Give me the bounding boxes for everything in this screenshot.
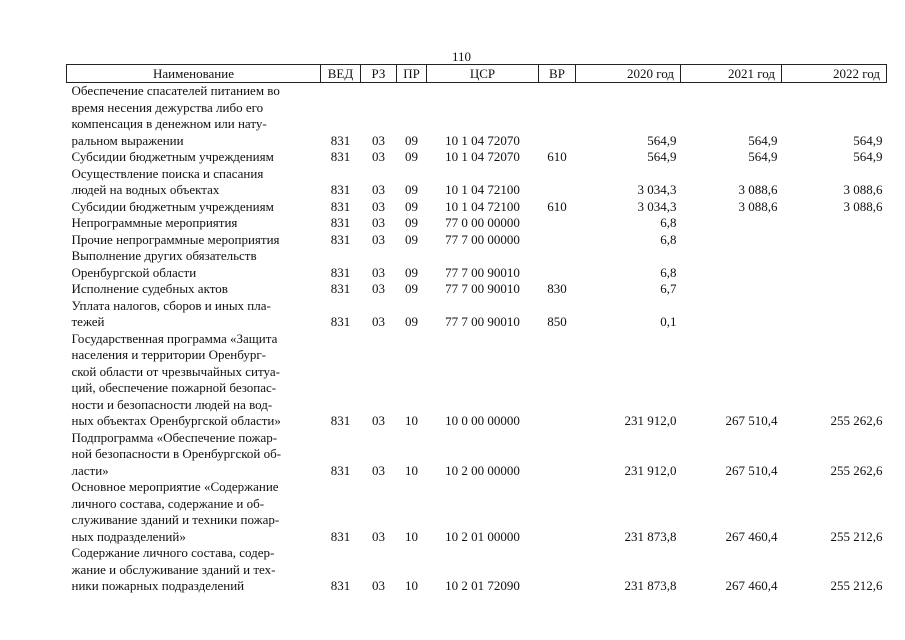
cell-2020: 231 912,0	[624, 462, 677, 478]
cell-2021: 267 460,4	[725, 578, 778, 593]
cell-2022: 255 262,6	[830, 462, 883, 478]
row-name	[67, 232, 321, 249]
cell-pr: 09	[405, 132, 418, 148]
cell-2020: 231 873,8	[624, 578, 677, 593]
cell-2020: 6,8	[660, 231, 677, 247]
cell-csr: 77 0 00 00000	[445, 215, 520, 230]
table-row	[67, 479, 887, 545]
table-row	[67, 166, 887, 199]
cell-rz: 03	[372, 578, 385, 593]
cell-2022: 255 212,6	[830, 578, 883, 593]
cell-ved: 831	[330, 182, 351, 197]
cell-vr	[539, 166, 576, 199]
cell-2020: 6,8	[660, 264, 677, 280]
cell-2022: 564,9	[853, 149, 883, 164]
cell-pr: 09	[405, 264, 418, 280]
row-name	[67, 248, 321, 281]
row-name-line: служивание зданий и техники пожар-	[71, 512, 280, 527]
cell-pr: 09	[405, 314, 418, 329]
cell-vr: 610	[547, 149, 567, 164]
cell-rz: 03	[372, 413, 385, 428]
cell-csr: 10 2 00 00000	[445, 462, 520, 478]
cell-csr: 10 1 04 72070	[445, 132, 520, 148]
row-name-line: Исполнение судебных актов	[71, 281, 228, 296]
cell-2021: 267 510,4	[725, 413, 778, 428]
table-row	[67, 545, 887, 595]
cell-2022: 255 212,6	[830, 528, 883, 544]
cell-pr: 09	[405, 149, 418, 164]
row-name-line: Субсидии бюджетным учреждениям	[71, 198, 274, 214]
col-header-2022: 2022 год	[782, 65, 887, 83]
row-name	[67, 479, 321, 545]
cell-2020: 3 034,3	[637, 182, 677, 197]
cell-pr: 09	[405, 281, 418, 296]
cell-csr: 10 1 04 72100	[445, 182, 520, 197]
cell-ved: 831	[330, 132, 351, 148]
row-name-line: Осуществление поиска и спасания	[71, 165, 264, 181]
row-name-line: ций, обеспечение пожарной безопас-	[71, 380, 277, 395]
cell-2021	[681, 232, 782, 249]
cell-vr	[539, 479, 576, 545]
cell-vr: 850	[547, 314, 567, 329]
cell-ved: 831	[330, 462, 351, 478]
row-name-line: населения и территории Оренбург-	[71, 347, 267, 362]
cell-rz: 03	[372, 198, 385, 214]
table-row	[67, 149, 887, 166]
row-name	[67, 281, 321, 298]
row-name-line: ники пожарных подразделений	[71, 578, 245, 593]
row-name	[67, 166, 321, 199]
cell-2021	[681, 248, 782, 281]
row-name-line: Государственная программа «Защита	[71, 330, 278, 346]
row-name-line: ральном выражении	[71, 132, 184, 148]
col-header-rz: РЗ	[361, 65, 397, 83]
row-name	[67, 83, 321, 150]
row-name	[67, 430, 321, 480]
cell-ved: 831	[330, 264, 351, 280]
row-name-line: тежей	[71, 314, 105, 329]
table-row	[67, 298, 887, 331]
cell-vr	[539, 331, 576, 430]
cell-ved: 831	[330, 413, 351, 428]
table-row	[67, 232, 887, 249]
cell-ved: 831	[330, 198, 351, 214]
cell-csr: 77 7 00 90010	[445, 314, 520, 329]
cell-2021: 267 510,4	[725, 462, 778, 478]
row-name-line: Обеспечение спасателей питанием во	[71, 83, 280, 98]
cell-pr: 09	[405, 198, 418, 214]
row-name-line: ласти»	[71, 462, 109, 478]
cell-2022	[782, 298, 887, 331]
cell-ved: 831	[330, 578, 351, 593]
cell-ved: 831	[330, 281, 351, 296]
cell-2021: 564,9	[748, 149, 778, 164]
cell-pr: 10	[405, 578, 418, 593]
cell-2020: 564,9	[647, 149, 677, 164]
cell-vr	[539, 83, 576, 150]
cell-rz: 03	[372, 528, 385, 544]
row-name	[67, 215, 321, 232]
cell-2020: 231 873,8	[624, 528, 677, 544]
cell-vr	[539, 232, 576, 249]
cell-csr: 77 7 00 00000	[445, 231, 520, 247]
row-name-line: ности и безопасности людей на вод-	[71, 396, 273, 412]
cell-2022: 3 088,6	[843, 198, 883, 214]
cell-ved: 831	[330, 314, 351, 329]
cell-2021: 3 088,6	[738, 198, 778, 214]
cell-2020: 6,8	[660, 215, 677, 230]
cell-2021	[681, 281, 782, 298]
row-name	[67, 199, 321, 216]
cell-pr: 10	[405, 462, 418, 478]
cell-csr: 77 7 00 90010	[445, 264, 520, 280]
cell-rz: 03	[372, 215, 385, 230]
cell-ved: 831	[330, 231, 351, 247]
row-name-line: личного состава, содержание и об-	[71, 495, 265, 511]
cell-rz: 03	[372, 182, 385, 197]
col-header-2020: 2020 год	[576, 65, 681, 83]
cell-csr: 10 1 04 72100	[445, 198, 520, 214]
row-name-line: Оренбургской области	[71, 264, 197, 280]
cell-rz: 03	[372, 281, 385, 296]
cell-2022: 255 262,6	[830, 413, 883, 428]
table-row	[67, 199, 887, 216]
cell-pr: 09	[405, 231, 418, 247]
row-name-line: людей на водных объектах	[71, 182, 220, 197]
cell-rz: 03	[372, 132, 385, 148]
cell-rz: 03	[372, 264, 385, 280]
cell-2020: 231 912,0	[624, 413, 677, 428]
cell-2021: 267 460,4	[725, 528, 778, 544]
cell-ved: 831	[330, 528, 351, 544]
row-name-line: ной безопасности в Оренбургской об-	[71, 446, 282, 461]
row-name-line: время несения дежурства либо его	[71, 99, 264, 115]
cell-2020: 564,9	[647, 132, 677, 148]
row-name-line: Прочие непрограммные мероприятия	[71, 231, 280, 247]
row-name-line: Уплата налогов, сборов и иных пла-	[71, 297, 271, 313]
row-name-line: Основное мероприятие «Содержание	[71, 479, 279, 494]
cell-rz: 03	[372, 462, 385, 478]
cell-ved: 831	[330, 215, 351, 230]
row-name-line: Субсидии бюджетным учреждениям	[71, 149, 274, 164]
row-name-line: ской области от чрезвычайных ситуа-	[71, 363, 280, 379]
cell-2022	[782, 215, 887, 232]
row-name-line: ных объектах Оренбургской области»	[71, 413, 281, 428]
row-name	[67, 331, 321, 430]
row-name-line: Выполнение других обязательств	[71, 248, 257, 263]
table-body	[67, 83, 887, 595]
cell-vr	[539, 545, 576, 595]
cell-2021: 564,9	[748, 132, 778, 148]
col-header-ved: ВЕД	[321, 65, 361, 83]
cell-2021	[681, 298, 782, 331]
row-name	[67, 149, 321, 166]
row-name-line: Содержание личного состава, содер-	[71, 545, 275, 560]
table-row	[67, 215, 887, 232]
col-header-2021: 2021 год	[681, 65, 782, 83]
col-header-pr: ПР	[397, 65, 427, 83]
col-header-vr: ВР	[539, 65, 576, 83]
row-name-line: Подпрограмма «Обеспечение пожар-	[71, 429, 278, 445]
row-name	[67, 545, 321, 595]
cell-csr: 10 0 00 00000	[445, 413, 520, 428]
cell-rz: 03	[372, 231, 385, 247]
cell-csr: 10 2 01 72090	[445, 578, 520, 593]
cell-vr: 610	[547, 198, 567, 214]
page-number: 110	[452, 49, 472, 64]
cell-csr: 10 1 04 72070	[445, 149, 520, 164]
cell-vr: 830	[547, 281, 567, 296]
row-name-line: жание и обслуживание зданий и тех-	[71, 561, 276, 577]
cell-vr	[539, 430, 576, 480]
cell-2022	[782, 248, 887, 281]
row-name-line: ных подразделений»	[71, 528, 186, 544]
cell-2021: 3 088,6	[738, 182, 778, 197]
cell-2020: 6,7	[660, 281, 677, 296]
cell-csr: 10 2 01 00000	[445, 528, 520, 544]
col-header-name: Наименование	[67, 65, 321, 83]
cell-pr: 09	[405, 215, 418, 230]
cell-pr: 10	[405, 528, 418, 544]
table-row	[67, 430, 887, 480]
table-row	[67, 331, 887, 430]
table-row	[67, 83, 887, 150]
cell-2022	[782, 232, 887, 249]
cell-2022	[782, 281, 887, 298]
cell-2020: 0,1	[660, 314, 677, 329]
cell-2022: 3 088,6	[843, 182, 883, 197]
budget-table	[66, 64, 887, 595]
col-header-csr: ЦСР	[427, 65, 539, 83]
cell-rz: 03	[372, 314, 385, 329]
cell-2021	[681, 215, 782, 232]
table-row	[67, 281, 887, 298]
row-name-line: компенсация в денежном или нату-	[71, 116, 267, 131]
row-name	[67, 298, 321, 331]
cell-pr: 10	[405, 413, 418, 428]
table-row	[67, 248, 887, 281]
cell-ved: 831	[330, 149, 351, 164]
row-name-line: Непрограммные мероприятия	[71, 215, 238, 230]
cell-2022: 564,9	[853, 132, 883, 148]
cell-vr	[539, 215, 576, 232]
cell-rz: 03	[372, 149, 385, 164]
table-header	[67, 65, 887, 83]
cell-vr	[539, 248, 576, 281]
cell-pr: 09	[405, 182, 418, 197]
cell-2020: 3 034,3	[637, 198, 677, 214]
cell-csr: 77 7 00 90010	[445, 281, 520, 296]
